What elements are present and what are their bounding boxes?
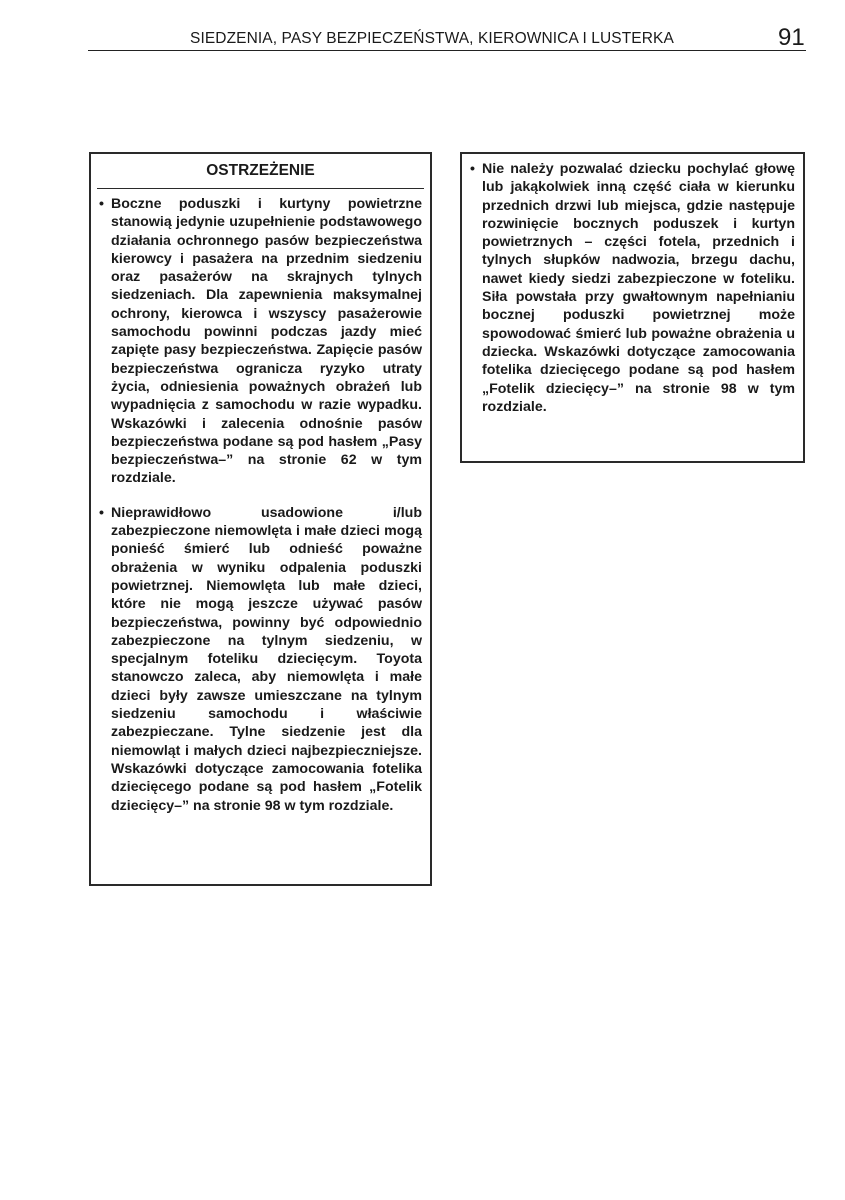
continued-bullet-list (462, 154, 803, 416)
warning-box (89, 152, 432, 886)
warning-bullet-item (99, 195, 422, 488)
bullet-icon: • (99, 196, 104, 212)
warning-bullet-text: Nieprawidłowo usadowione i/lub zabezpieczone niemowlęta i małe dzieci mogą ponieść śmierć lub odnieść poważne obrażenia w wyniku odpalenia poduszki powietrznej. Niemowlęta lub małe dzieci, które nie mogą jeszcze używać pasów bezpieczeństwa, powinny być odpowiednio zabezpieczone na tylnym siedzeniu, w specjalnym foteliku dziecięcym. Toyota stanowczo zaleca, aby niemowlęta i małe dzieci były zawsze umieszczane na tylnym siedzeniu samochodu i właściwie zabezpieczane. Tylne siedzenie jest dla niemowląt i małych dzieci najbezpieczniejsze. Wskazówki dotyczące zamocowania fotelika dziecięcego podane są pod hasłem „Fotelik dziecięcy–” na stronie 98 w tym rozdziale. (111, 504, 422, 814)
warning-bullet-item (99, 504, 422, 815)
bullet-icon: • (470, 161, 475, 177)
section-title: SIEDZENIA, PASY BEZPIECZEŃSTWA, KIEROWNICA I LUSTERKA (190, 30, 674, 47)
continued-bullet-text: Nie należy pozwalać dziecku pochylać głowę lub jakąkolwiek inną część ciała w kierunku przednich drzwi lub miejsca, gdzie następuje rozwinięcie bocznych poduszek i kurtyn powietrznych – części fotela, przednich i tylnych słupków nadwozia, brzegu dachu, nawet kiedy siedzi zabezpieczone w foteliku. Siła powstała przy gwałtownym napełnianiu bocznej poduszki powietrznej może spowodować śmierć lub poważne obrażenia u dziecka. Wskazówki dotyczące zamocowania fotelika dziecięcego podane są pod hasłem „Fotelik dziecięcy–” na stronie 98 w tym rozdziale. (482, 161, 795, 415)
warning-box-continued (460, 152, 805, 463)
bullet-icon: • (99, 504, 104, 521)
header-rule (88, 50, 806, 51)
warning-bullet-list (91, 189, 430, 815)
continued-bullet-item (470, 160, 795, 416)
page-number: 91 (778, 24, 805, 51)
warning-title: OSTRZEŻENIE (97, 154, 424, 189)
warning-bullet-text: Boczne poduszki i kurtyny powietrzne stanowią jedynie uzupełnienie podstawowego działania ochronnego pasów bezpieczeństwa kierowcy i pasażera na przednim siedzeniu oraz pasażerów na skrajnych tylnych siedzeniach. Dla zapewnienia maksymalnej ochrony, kierowca i wszyscy pasażerowie samochodu powinni podczas jazdy mieć zapięte pasy bezpieczeństwa. Zapięcie pasów bezpieczeństwa ogranicza ryzyko utraty życia, odniesienia poważnych obrażeń lub wypadnięcia z samochodu w razie wypadku. Wskazówki i zalecenia odnośnie pasów bezpieczeństwa podane są pod hasłem „Pasy bezpieczeństwa–” na stronie 62 w tym rozdziale. (111, 196, 422, 487)
